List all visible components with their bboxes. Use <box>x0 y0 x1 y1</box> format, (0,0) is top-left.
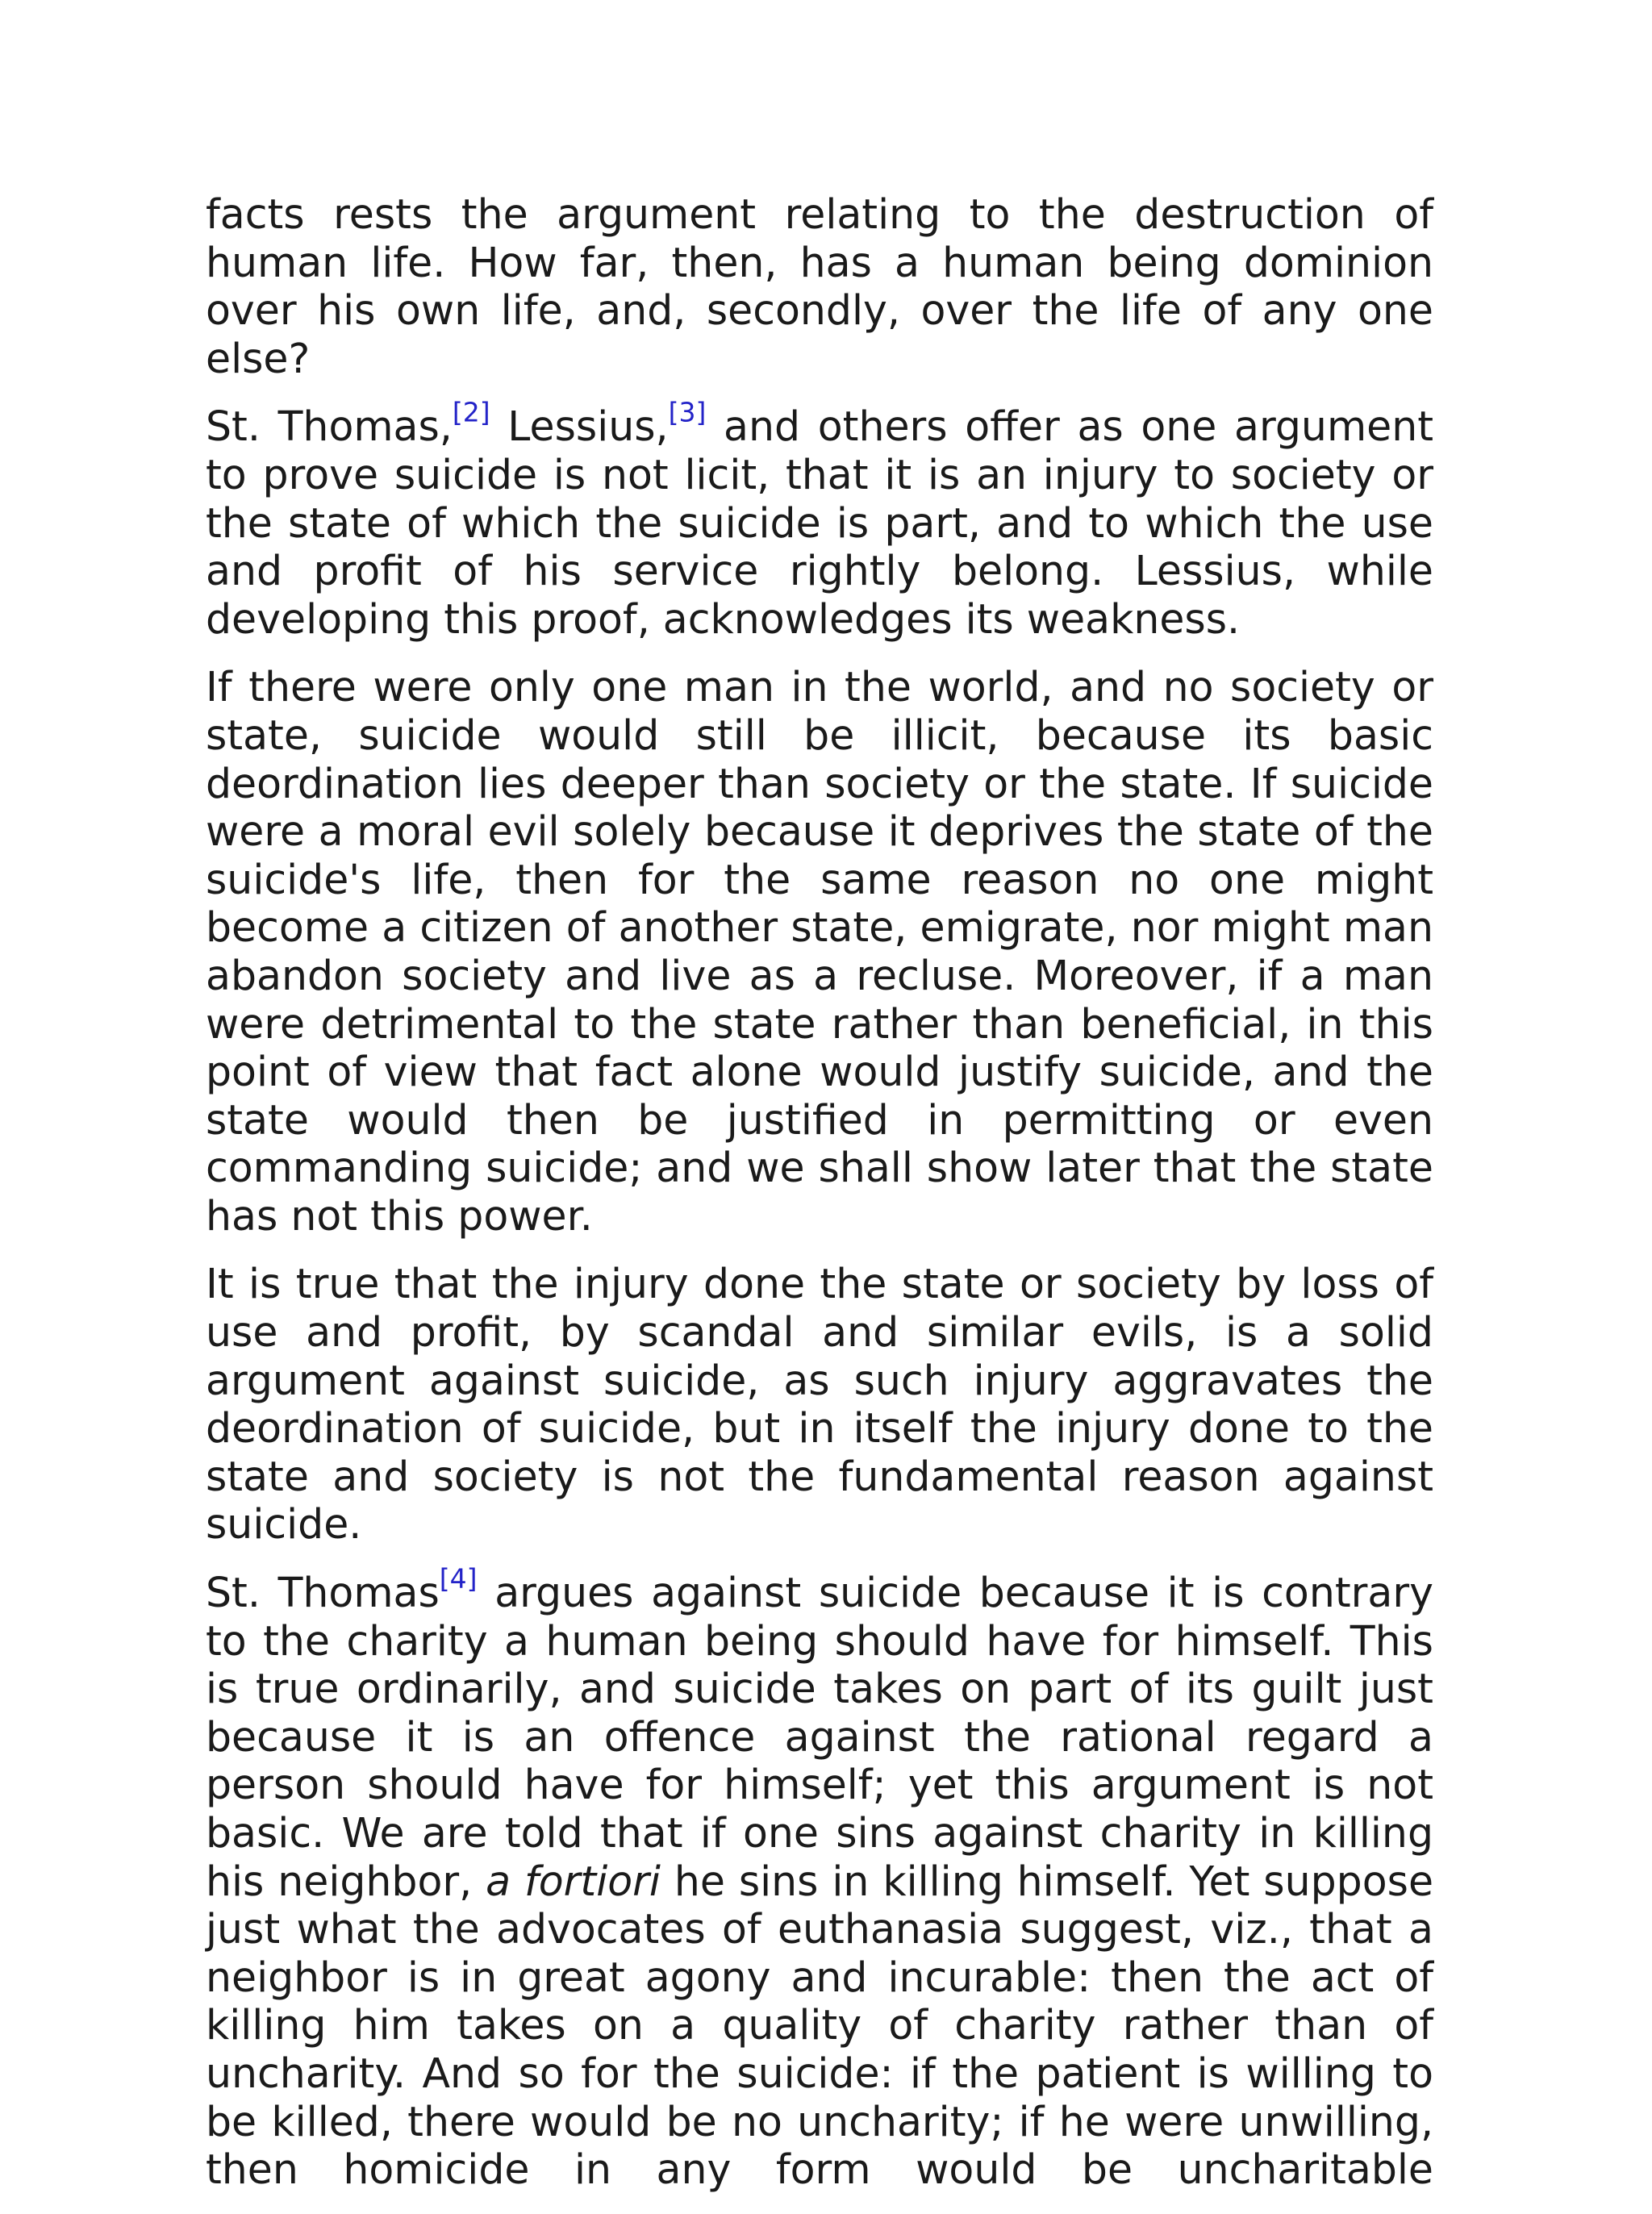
paragraph-2 <box>206 396 1434 643</box>
paragraph-1 <box>206 190 1433 382</box>
paragraph-3 <box>206 663 1433 1240</box>
italic-phrase: a fortiori <box>486 1857 661 1905</box>
paragraph-text: It is true that the injury done the state or society by loss of use and profit, by scandal and similar evils, is a solid argument against suicide, as such injury aggravates the deordination of suicide, but in itself the injury done to the state and society is not the fundamental reason against suicide. <box>206 1260 1433 1549</box>
footnote-link-3[interactable]: [3] <box>668 396 707 428</box>
paragraph-text: St. Thomas <box>206 1569 440 1617</box>
paragraph-text: argues against suicide because it is contrary to the charity a human being should have for himself. This is true ordinarily, and suicide takes on part of its guilt just because it is an offence against the rational regard a person should have for himself; yet this argument is not basic. We are told that if one sins against charity in killing his neighbor, <box>206 1569 1433 1905</box>
paragraph-text: Lessius, <box>490 402 669 451</box>
paragraph-5 <box>206 1562 1434 2194</box>
footnote-link-2[interactable]: [2] <box>452 396 490 428</box>
paragraph-text: and others offer as one argument to prove suicide is not licit, that it is an injury to society or the state of which the suicide is part, and to which the use and profit of his service rightly belong. Lessius, while developing this proof, acknowledges its weakness. <box>206 402 1434 643</box>
page-content <box>206 190 1433 2214</box>
footnote-link-4[interactable]: [4] <box>439 1562 478 1595</box>
paragraph-text: he sins in killing himself. Yet suppose just what the advocates of euthanasia suggest, viz., that a neighbor is in great agony and incurable: then the act of killing him takes on a quality of charity rather than of uncharity. And so for the suicide: if the patient is willing to be killed, there would be no uncharity; if he were unwilling, then homicide in any form would be uncharitable <box>206 1857 1434 2194</box>
paragraph-text: If there were only one man in the world, and no society or state, suicide would still be illicit, because its basic deordination lies deeper than society or the state. If suicide were a moral evil solely because it deprives the state of the suicide's life, then for the same reason no one might become a citizen of another state, emigrate, nor might man abandon society and live as a recluse. Moreover, if a man were detrimental to the state rather than beneficial, in this point of view that fact alone would justify suicide, and the state would then be justified in permitting or even commanding suicide; and we shall show later that the state has not this power. <box>206 663 1433 1240</box>
paragraph-4 <box>206 1260 1433 1549</box>
paragraph-text: facts rests the argument relating to the destruction of human life. How far, then, has a human being dominion over his own life, and, secondly, over the life of any one else? <box>206 190 1433 382</box>
paragraph-text: St. Thomas, <box>206 402 453 451</box>
